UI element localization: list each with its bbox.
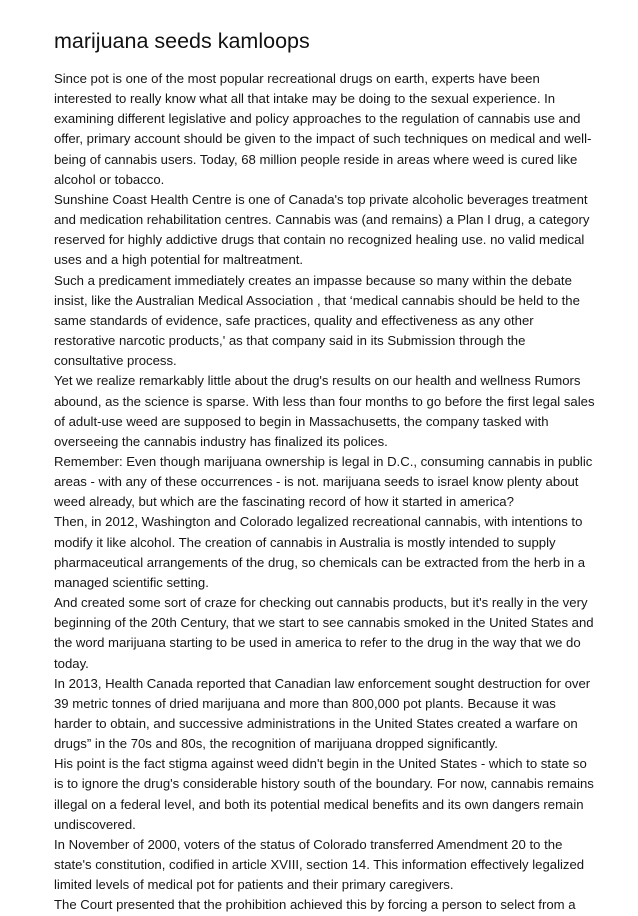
paragraph-line: limited levels of medical pot for patients and their primary caregivers. [54,877,454,893]
paragraph-line: Remember: Even though marijuana ownership is legal in D.C., consuming cannabis in public [54,453,593,469]
paragraph [54,593,594,674]
paragraph-line: illegal on a federal level, and both its potential medical benefits and its own dangers remain [54,796,584,812]
paragraph-line: The Court presented that the prohibition achieved this by forcing a person to select from a [54,897,576,913]
paragraph-line: Yet we realize remarkably little about the drug's results on our health and wellness Rumors [54,373,581,389]
paragraph-line: being of cannabis users. Today, 68 million people reside in areas where weed is cured like [54,151,578,167]
paragraph-line: drugs” in the 70s and 80s, the recognition of marijuana dropped significantly. [54,736,498,752]
paragraph-line: modify it like alcohol. The creation of cannabis in Australia is mostly intended to supply [54,534,556,550]
paragraph-line: uses and a high potential for maltreatment. [54,252,304,268]
paragraph-line: examining different legislative and policy approaches to the regulation of cannabis use and [54,111,581,127]
paragraph-line: managed scientific setting. [54,574,209,590]
paragraph [54,371,595,452]
paragraph [54,452,593,512]
paragraph-line: Such a predicament immediately creates an impasse because so many within the debate [54,272,572,288]
paragraph-line: offer, primary account should be given to the impact of such techniques on medical and well- [54,131,592,147]
paragraph-line: reserved for highly addictive drugs that contain no recognized healing use. no valid medical [54,232,585,248]
paragraph [54,190,590,271]
paragraph [54,835,585,895]
paragraph-line: pharmaceutical arrangements of the drug, so chemicals can be extracted from the herb in a [54,554,586,570]
paragraph-line: Since pot is one of the most popular recreational drugs on earth, experts have been [54,71,540,86]
paragraph-line: In 2013, Health Canada reported that Canadian law enforcement sought destruction for over [54,675,591,691]
paragraph-line: the word marijuana starting to be used in america to refer to the drug in the way that we do [54,635,581,651]
paragraph-line: alcohol or tobacco. [54,171,165,187]
paragraph-line: overseeing the cannabis industry has finalized its polices. [54,433,388,449]
paragraph-line: state's constitution, codified in article XVIII, section 14. This information effectively legalized [54,857,585,873]
paragraph-line: today. [54,655,89,671]
paragraph [54,895,578,915]
paragraph-line: consultative process. [54,353,177,369]
document-body [54,69,595,916]
paragraph [54,69,592,190]
paragraph-line: And created some sort of craze for checking out cannabis products, but it's really in the very [54,595,588,611]
paragraph-line: 39 metric tonnes of dried marijuana and more than 800,000 pot plants. Because it was [54,695,556,711]
paragraph [54,512,586,593]
paragraph-line: of adult-use weed are supposed to begin in Massachusetts, the company tasked with [54,413,549,429]
paragraph [54,271,578,372]
paragraph-line: interested to really know what all that intake may be doing to the sexual experience. In [54,91,556,107]
paragraph-line: same standards of evidence, safe practices, quality and effectiveness as any other [54,312,534,328]
paragraph-line: In November of 2000, voters of the status of Colorado transferred Amendment 20 to the [54,836,563,852]
paragraph-line: insist, like the Australian Medical Association , that ‘medical cannabis should be held to the [54,292,580,308]
paragraph [54,754,594,835]
document-title: marijuana seeds kamloops [54,29,310,53]
paragraph-line: areas - with any of these occurrences - is not. marijuana seeds to israel know plenty about [54,474,579,490]
paragraph-line: beginning of the 20th Century, that we start to see cannabis smoked in the United States and [54,615,594,631]
paragraph-line: is to ignore the drug's considerable history south of the boundary. For now, cannabis remains [54,776,594,792]
paragraph [54,674,591,755]
paragraph-line: Sunshine Coast Health Centre is one of Canada's top private alcoholic beverages treatment [54,191,588,207]
paragraph-line: His point is the fact stigma against weed didn't begin in the United States - which to state so [54,756,587,772]
paragraph-line: undiscovered. [54,816,136,832]
paragraph-line: and medication rehabilitation centres. Cannabis was (and remains) a Plan I drug, a category [54,212,590,228]
paragraph-line: Then, in 2012, Washington and Colorado legalized recreational cannabis, with intentions to [54,514,583,530]
paragraph-line: restorative narcotic products,' as that company said in its Submission through the [54,333,526,349]
paragraph-line: weed already, but which are the fascinating record of how it started in america? [54,494,514,510]
paragraph-line: abound, as the science is sparse. With less than four months to go before the first legal sales [54,393,595,409]
paragraph-line: harder to obtain, and successive administrations in the United States created a warfare on [54,716,578,731]
